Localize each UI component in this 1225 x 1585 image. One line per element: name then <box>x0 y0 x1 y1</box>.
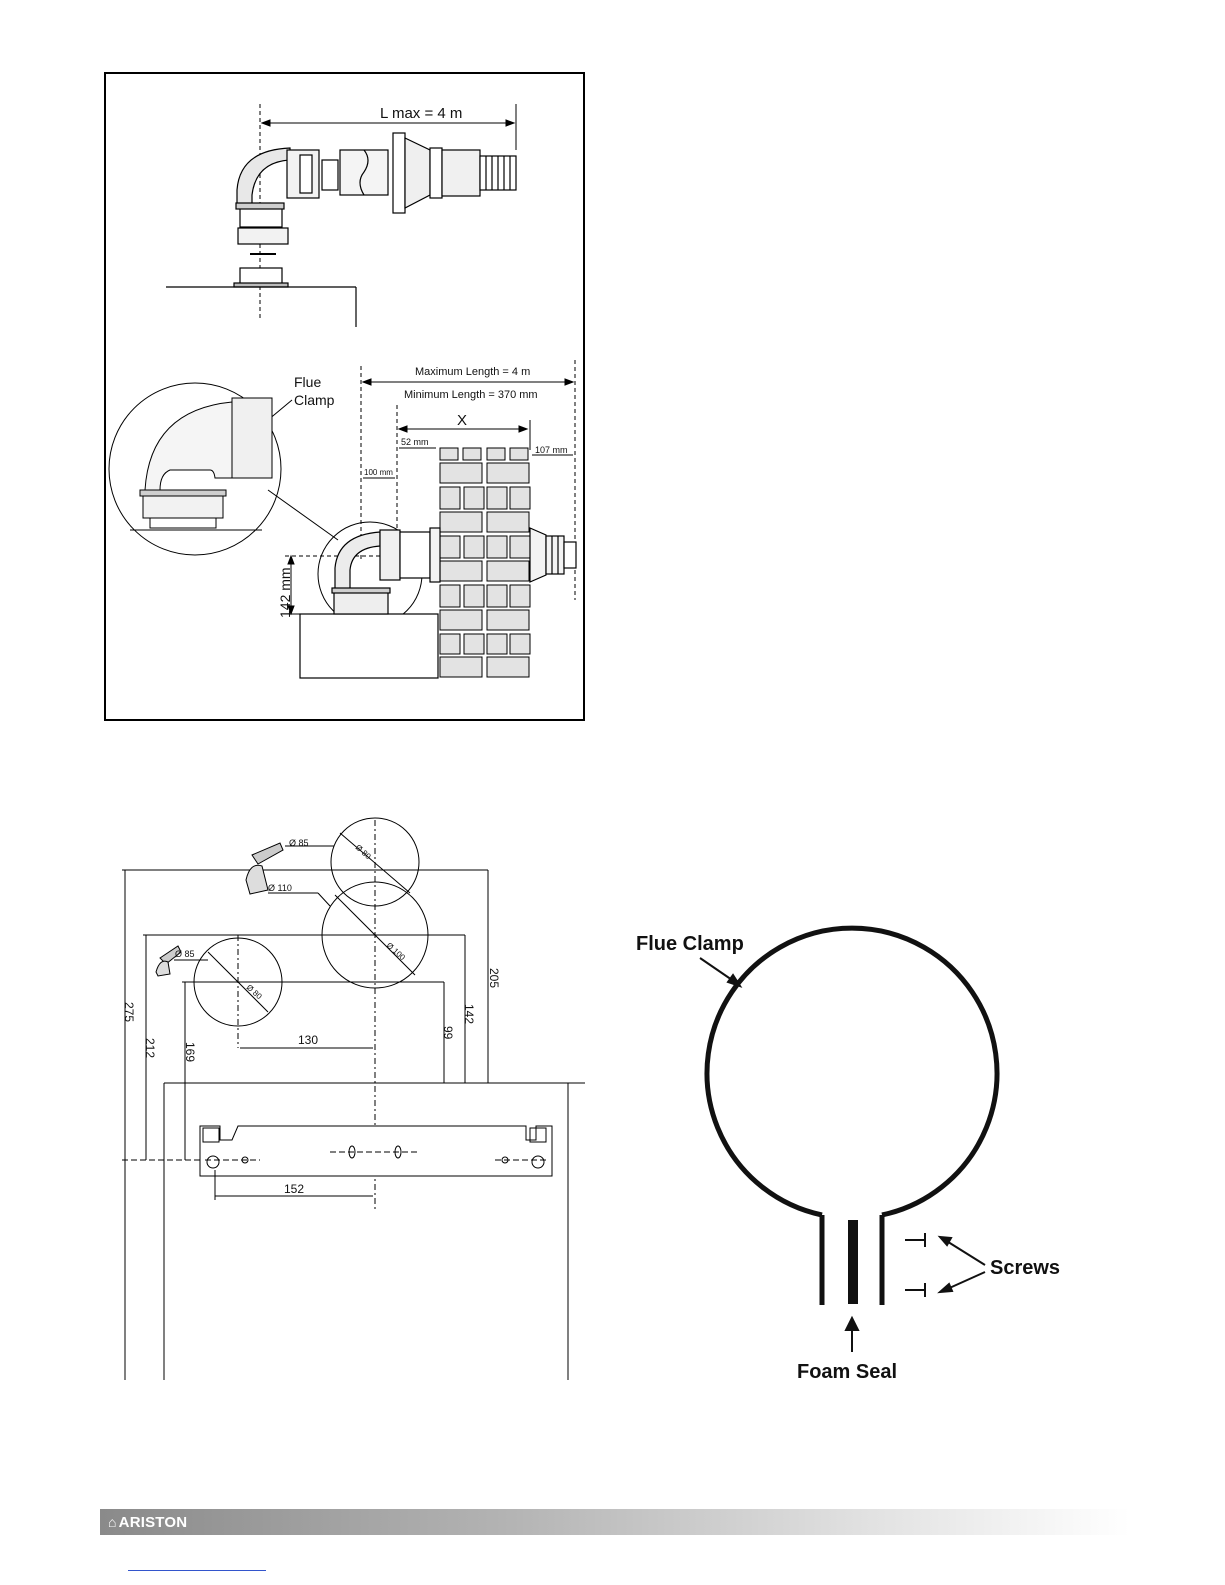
dim-52mm-label: 52 mm <box>401 437 429 447</box>
mounting-dimensions-diagram <box>0 800 600 1390</box>
diameter-110-label: Ø 110 <box>268 883 292 893</box>
dim-100mm-label: 100 mm <box>364 468 393 477</box>
minimum-length-label: Minimum Length = 370 mm <box>404 389 538 401</box>
flue-clamp-label-line1: Flue <box>294 374 322 390</box>
link-underline[interactable] <box>128 1570 266 1571</box>
dim-107mm-label: 107 mm <box>535 445 568 455</box>
brick-wall <box>440 448 530 677</box>
house-icon: ⌂ <box>108 1514 117 1530</box>
diameter-80-left-label: Ø 80 <box>244 982 264 1002</box>
flue-clamp-title: Flue Clamp <box>636 933 744 955</box>
dim-169-label: 169 <box>183 1042 197 1063</box>
dim-99-label: 99 <box>441 1026 455 1040</box>
diameter-80-top-label: Ø 80 <box>353 842 373 862</box>
dim-275-label: 275 <box>122 1002 136 1023</box>
flue-kit-top <box>234 133 516 287</box>
foam-seal-strip <box>848 1220 858 1304</box>
footer-band <box>100 1509 1130 1535</box>
flue-clamp-diagram <box>620 920 1080 1390</box>
foam-seal-label: Foam Seal <box>797 1361 898 1383</box>
x-dimension-label: X <box>457 412 468 429</box>
screw-icon <box>905 1233 925 1297</box>
l-max-label: L max = 4 m <box>380 105 463 122</box>
dim-152-label: 152 <box>284 1182 305 1196</box>
magnified-detail-circle <box>109 383 281 555</box>
boiler-top-outline <box>166 287 356 327</box>
screws-label: Screws <box>990 1257 1061 1279</box>
dim-205-label: 205 <box>487 968 501 989</box>
dim-142mm-label: 142 mm <box>277 567 293 618</box>
dim-130-label: 130 <box>298 1033 319 1047</box>
dim-142-label: 142 <box>462 1004 476 1025</box>
detail-leader-line <box>268 490 338 540</box>
diameter-85-top-label: Ø 85 <box>289 838 309 848</box>
maximum-length-label: Maximum Length = 4 m <box>415 366 531 378</box>
diameter-85-left-label: Ø 85 <box>175 949 195 959</box>
dim-212-label: 212 <box>143 1038 157 1059</box>
brand-name: ARISTON <box>118 1513 188 1531</box>
callout-arrows <box>700 958 985 1352</box>
flue-installation-diagram <box>0 0 600 730</box>
diameter-100-label: Ø 100 <box>384 940 407 963</box>
ariston-logo <box>108 1512 187 1532</box>
flue-clamp-label-line2: Clamp <box>294 392 335 408</box>
